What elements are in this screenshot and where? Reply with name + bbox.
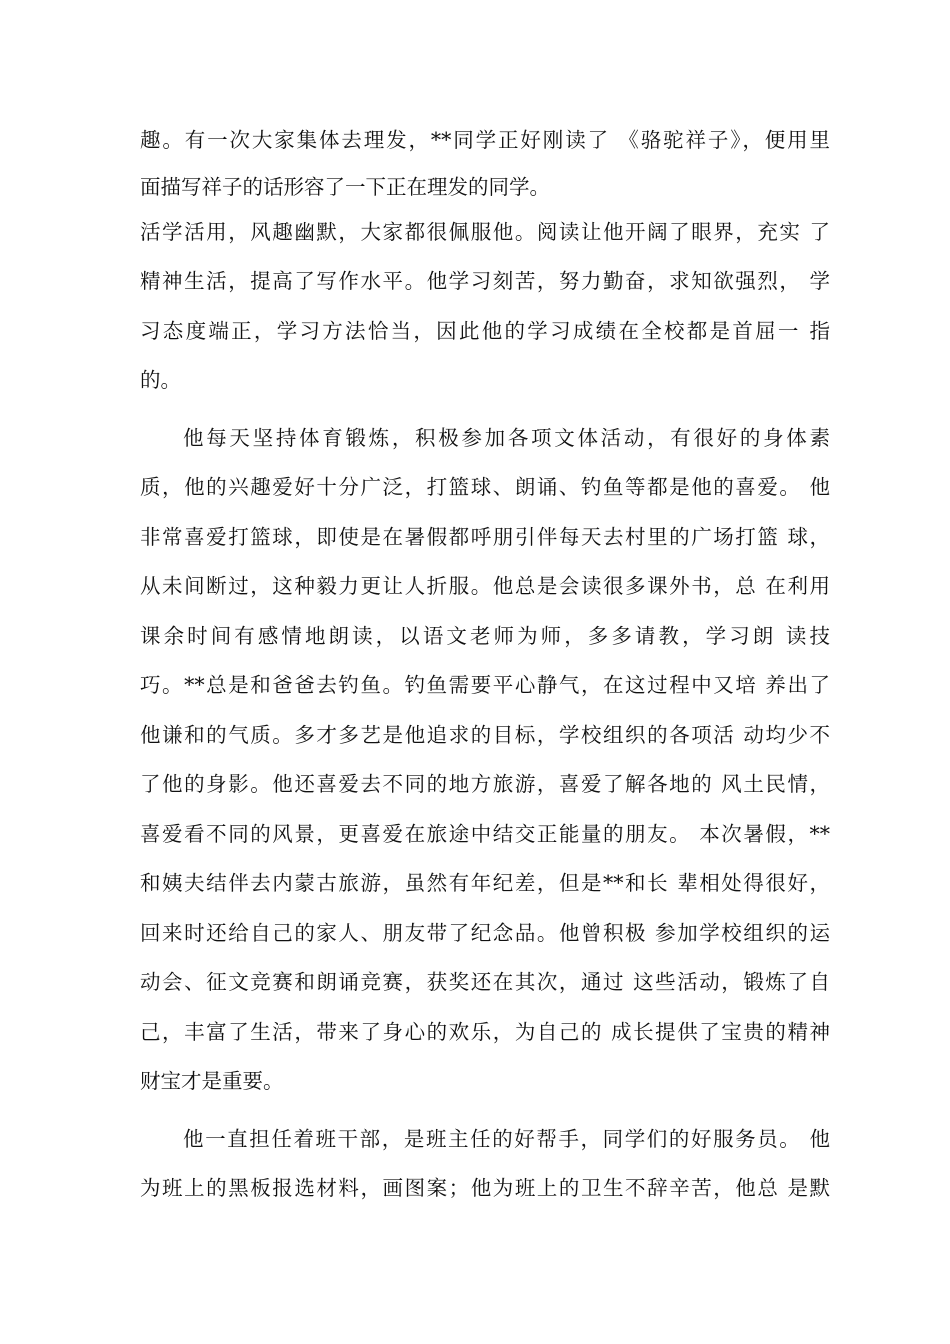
text-line: 己，丰富了生活，带来了身心的欢乐，为自己的 成长提供了宝贵的精神: [140, 1019, 830, 1044]
text-line: 精神生活，提高了写作水平。他学习刻苦，努力勤奋，求知欲强烈， 学: [140, 269, 830, 293]
text-line: 质，他的兴趣爱好十分广泛，打篮球、朗诵、钓鱼等都是他的喜爱。 他: [140, 475, 830, 499]
text-line: 财宝才是重要。: [140, 1069, 284, 1093]
text-line: 为班上的黑板报选材料，画图案；他为班上的卫生不辞辛苦，他总 是默: [140, 1176, 830, 1200]
text-line: 活学活用，风趣幽默，大家都很佩服他。阅读让他开阔了眼界，充实 了: [140, 219, 830, 244]
text-line: 从未间断过，这种毅力更让人折服。他总是会读很多课外书，总 在利用: [140, 574, 830, 598]
document-body: [140, 116, 830, 1214]
text-line: 喜爱看不同的风景，更喜爱在旅途中结交正能量的朋友。 本次暑假，**: [140, 821, 830, 846]
text-line: 非常喜爱打篮球，即使是在暑假都呼朋引伴每天去村里的广场打篮 球，: [140, 524, 830, 549]
text-line: 课余时间有感情地朗读，以语文老师为师，多多请教，学习朗 读技: [140, 623, 830, 648]
text-line: 和姨夫结伴去内蒙古旅游，虽然有年纪差，但是**和长 辈相处得很好，: [140, 871, 830, 895]
text-line: 面描写祥子的话形容了一下正在理发的同学。: [140, 174, 550, 199]
paragraph-first-line: 他每天坚持体育锻炼，积极参加各项文体活动，有很好的身体素: [183, 425, 830, 450]
text-line: 了他的身影。他还喜爱去不同的地方旅游，喜爱了解各地的 风土民情，: [140, 772, 830, 796]
text-line: 他谦和的气质。多才多艺是他追求的目标，学校组织的各项活 动均少不: [140, 722, 830, 747]
text-line: 的。: [140, 368, 181, 392]
paragraph-first-line: 他一直担任着班干部，是班主任的好帮手，同学们的好服务员。 他: [183, 1126, 830, 1151]
text-line: 回来时还给自己的家人、朋友带了纪念品。他曾积极 参加学校组织的运: [140, 920, 830, 945]
text-line: 习态度端正，学习方法恰当，因此他的学习成绩在全校都是首屈一 指: [140, 318, 830, 343]
text-line: 动会、征文竞赛和朗诵竞赛，获奖还在其次，通过 这些活动，锻炼了自: [140, 970, 830, 994]
text-line: 趣。有一次大家集体去理发，**同学正好刚读了 《骆驼祥子》，便用里: [140, 128, 830, 152]
text-line: 巧。**总是和爸爸去钓鱼。钓鱼需要平心静气，在这过程中又培 养出了: [140, 673, 830, 697]
